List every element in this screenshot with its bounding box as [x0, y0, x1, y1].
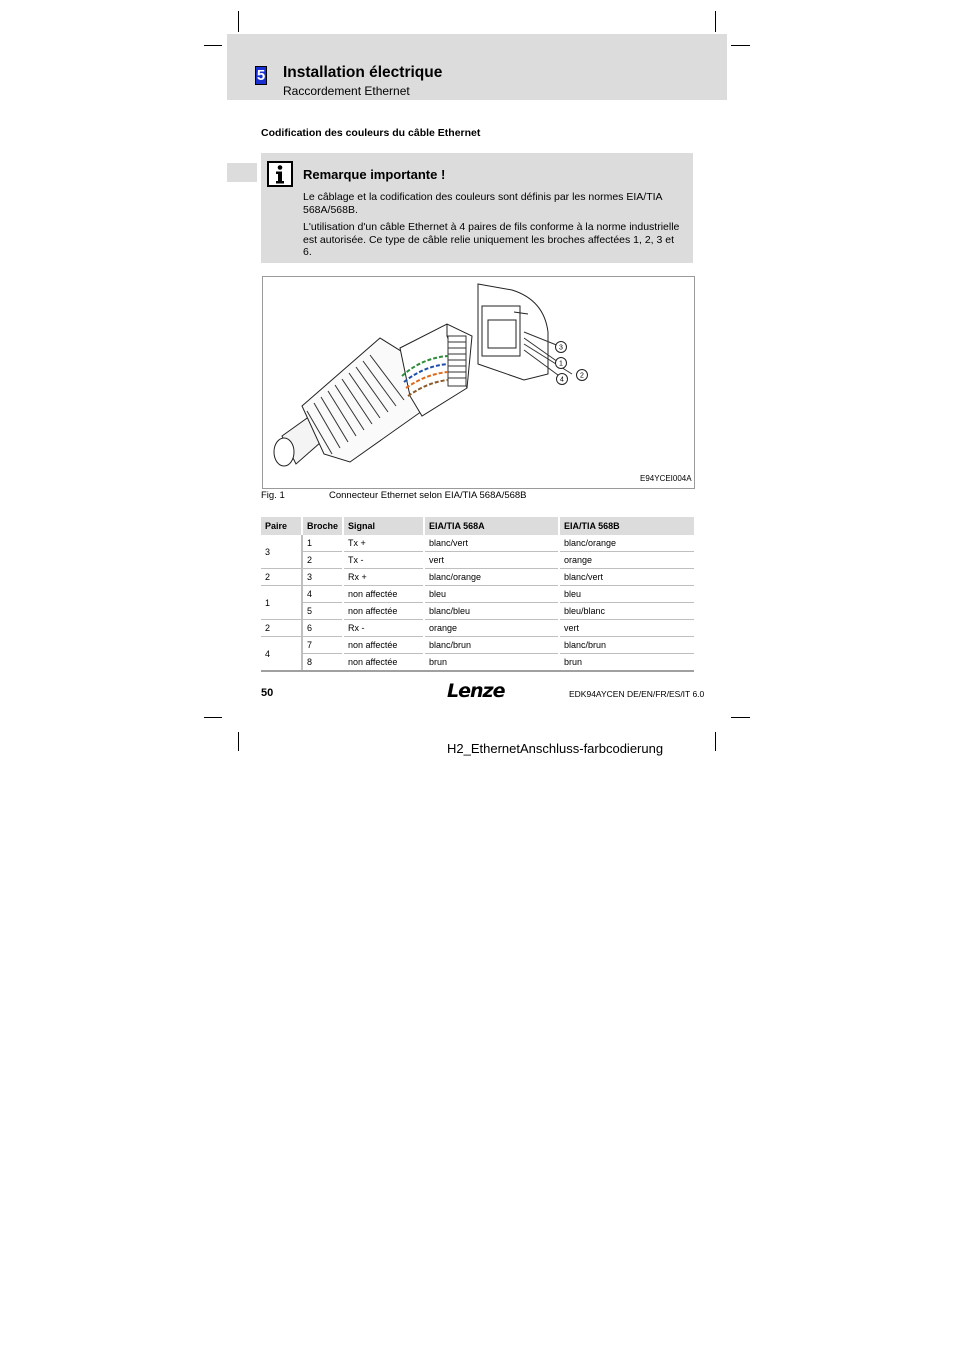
svg-text:3: 3 [559, 344, 563, 352]
pin-cell: 6 [302, 620, 343, 637]
page-number: 50 [261, 687, 274, 699]
eia-568b-cell: brun [559, 654, 694, 672]
figure-caption: Connecteur Ethernet selon EIA/TIA 568A/568B [329, 490, 527, 501]
note-paragraph: L'utilisation d'un câble Ethernet à 4 paires de fils conforme à la norme industrielle est autorisée. Ce type de câble relie uniquement les broches affectées 1, 2, 3 et 6. [303, 221, 680, 258]
eia-568b-cell: bleu/blanc [559, 603, 694, 620]
document-code: EDK94AYCEN DE/EN/FR/ES/IT 6.0 [569, 689, 705, 699]
svg-text:1: 1 [559, 360, 563, 368]
crop-mark [238, 11, 239, 32]
column-header: Broche [302, 517, 343, 535]
eia-568b-cell: vert [559, 620, 694, 637]
crop-mark [204, 45, 222, 46]
pin-cell: 3 [302, 569, 343, 586]
signal-cell: Rx - [343, 620, 424, 637]
table-row [261, 654, 694, 672]
eia-568a-cell: blanc/vert [424, 535, 559, 552]
figure-code: E94YCEI004A [640, 474, 692, 483]
crop-mark [715, 11, 716, 32]
eia-568b-cell: bleu [559, 586, 694, 603]
signal-cell: Rx + [343, 569, 424, 586]
pin-cell: 5 [302, 603, 343, 620]
table-row [261, 569, 694, 586]
file-name: H2_EthernetAnschluss-farbcodierung [447, 741, 664, 756]
crop-mark [731, 717, 750, 718]
chapter-title: Installation électrique [283, 64, 443, 81]
column-header: Paire [261, 517, 302, 535]
table-row [261, 586, 694, 603]
eia-568a-cell: bleu [424, 586, 559, 603]
crop-mark [238, 732, 239, 751]
side-tab [227, 163, 257, 182]
eia-568a-cell: brun [424, 654, 559, 672]
table-row [261, 637, 694, 654]
crop-mark [731, 45, 750, 46]
crop-mark [204, 717, 222, 718]
eia-568a-cell: blanc/bleu [424, 603, 559, 620]
eia-568b-cell: orange [559, 552, 694, 569]
eia-568a-cell: blanc/orange [424, 569, 559, 586]
note-title: Remarque importante ! [303, 167, 446, 182]
pin-cell: 1 [302, 535, 343, 552]
pin-cell: 7 [302, 637, 343, 654]
svg-text:2: 2 [580, 372, 584, 380]
table-row [261, 552, 694, 569]
pair-cell: 3 [261, 535, 302, 569]
pin-cell: 4 [302, 586, 343, 603]
table-row [261, 603, 694, 620]
table-header-row [261, 517, 694, 535]
signal-cell: non affectée [343, 603, 424, 620]
info-icon [267, 161, 293, 187]
signal-cell: non affectée [343, 637, 424, 654]
pair-cell: 2 [261, 569, 302, 586]
table-row [261, 620, 694, 637]
lenze-logo: Lenze [447, 680, 505, 702]
column-header: EIA/TIA 568B [559, 517, 694, 535]
pair-cell: 2 [261, 620, 302, 637]
signal-cell: non affectée [343, 654, 424, 672]
chapter-subtitle: Raccordement Ethernet [283, 84, 410, 98]
svg-text:4: 4 [560, 376, 564, 384]
note-paragraph: Le câblage et la codification des couleurs sont définis par les normes EIA/TIA 568A/568B. [303, 191, 662, 216]
signal-cell: non affectée [343, 586, 424, 603]
pin-assignment-table [261, 517, 694, 672]
pin-cell: 8 [302, 654, 343, 672]
pair-cell: 1 [261, 586, 302, 620]
plug-contacts [448, 336, 466, 386]
pair-markers [556, 342, 588, 385]
figure-label: Fig. 1 [261, 490, 285, 501]
cable-end [274, 438, 294, 466]
eia-568a-cell: blanc/brun [424, 637, 559, 654]
eia-568b-cell: blanc/orange [559, 535, 694, 552]
pin-cell: 2 [302, 552, 343, 569]
crop-mark [715, 732, 716, 751]
section-title: Codification des couleurs du câble Ethernet [261, 127, 481, 139]
column-header: EIA/TIA 568A [424, 517, 559, 535]
eia-568b-cell: blanc/brun [559, 637, 694, 654]
eia-568a-cell: vert [424, 552, 559, 569]
eia-568a-cell: orange [424, 620, 559, 637]
chapter-number: 5 [256, 67, 266, 84]
ethernet-connector-illustration [262, 276, 694, 488]
signal-cell: Tx - [343, 552, 424, 569]
pair-cell: 4 [261, 637, 302, 672]
column-header: Signal [343, 517, 424, 535]
signal-cell: Tx + [343, 535, 424, 552]
eia-568b-cell: blanc/vert [559, 569, 694, 586]
table-row [261, 535, 694, 552]
